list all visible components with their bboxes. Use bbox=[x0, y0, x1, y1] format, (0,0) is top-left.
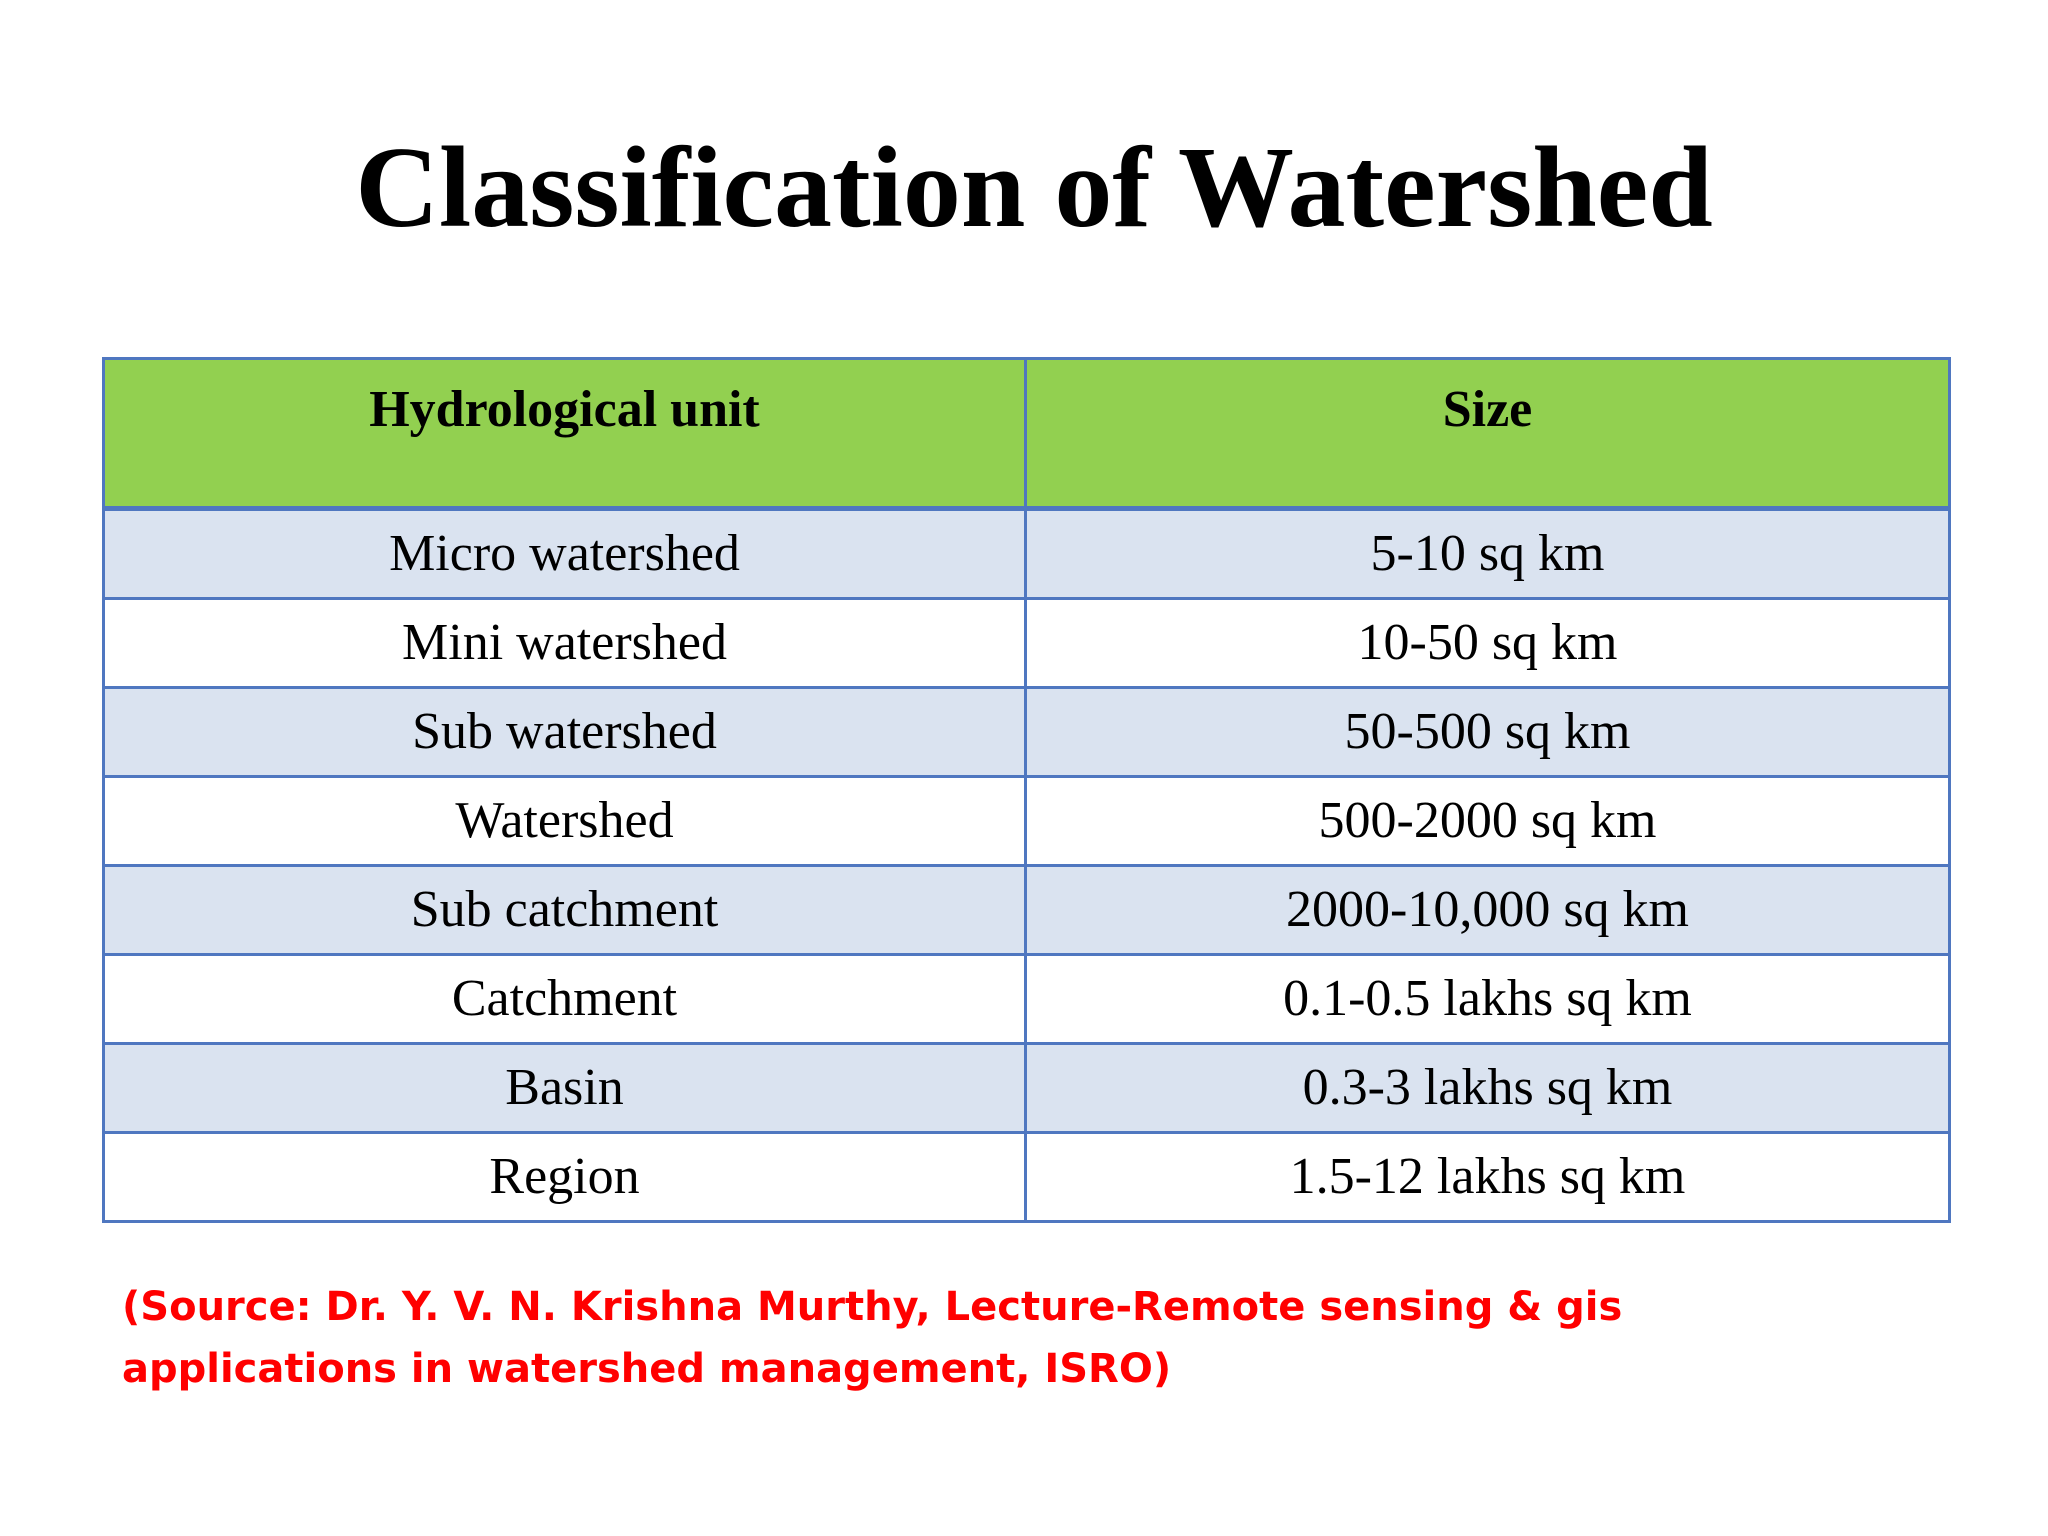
unit-cell: Sub catchment bbox=[104, 866, 1026, 955]
size-cell: 5-10 sq km bbox=[1026, 509, 1950, 599]
slide-title: Classification of Watershed bbox=[355, 124, 1713, 252]
table-row bbox=[104, 866, 1950, 955]
classification-table bbox=[102, 357, 1951, 1223]
size-cell: 50-500 sq km bbox=[1026, 688, 1950, 777]
size-cell: 2000-10,000 sq km bbox=[1026, 866, 1950, 955]
size-cell: 500-2000 sq km bbox=[1026, 777, 1950, 866]
unit-cell: Micro watershed bbox=[104, 509, 1026, 599]
unit-cell: Basin bbox=[104, 1044, 1026, 1133]
size-cell: 0.3-3 lakhs sq km bbox=[1026, 1044, 1950, 1133]
table-row bbox=[104, 777, 1950, 866]
table-row bbox=[104, 688, 1950, 777]
table-row bbox=[104, 955, 1950, 1044]
header-hydrological-unit: Hydrological unit bbox=[104, 359, 1026, 509]
unit-cell: Watershed bbox=[104, 777, 1026, 866]
unit-cell: Catchment bbox=[104, 955, 1026, 1044]
table-row bbox=[104, 509, 1950, 599]
size-cell: 1.5-12 lakhs sq km bbox=[1026, 1133, 1950, 1222]
source-citation: (Source: Dr. Y. V. N. Krishna Murthy, Lecture-Remote sensing & gis applications in watershed management, ISRO) bbox=[122, 1284, 1623, 1392]
table-header-row bbox=[104, 359, 1950, 509]
size-cell: 10-50 sq km bbox=[1026, 599, 1950, 688]
header-size: Size bbox=[1026, 359, 1950, 509]
unit-cell: Mini watershed bbox=[104, 599, 1026, 688]
table-row bbox=[104, 599, 1950, 688]
unit-cell: Region bbox=[104, 1133, 1026, 1222]
table-row bbox=[104, 1044, 1950, 1133]
table-row bbox=[104, 1133, 1950, 1222]
size-cell: 0.1-0.5 lakhs sq km bbox=[1026, 955, 1950, 1044]
unit-cell: Sub watershed bbox=[104, 688, 1026, 777]
